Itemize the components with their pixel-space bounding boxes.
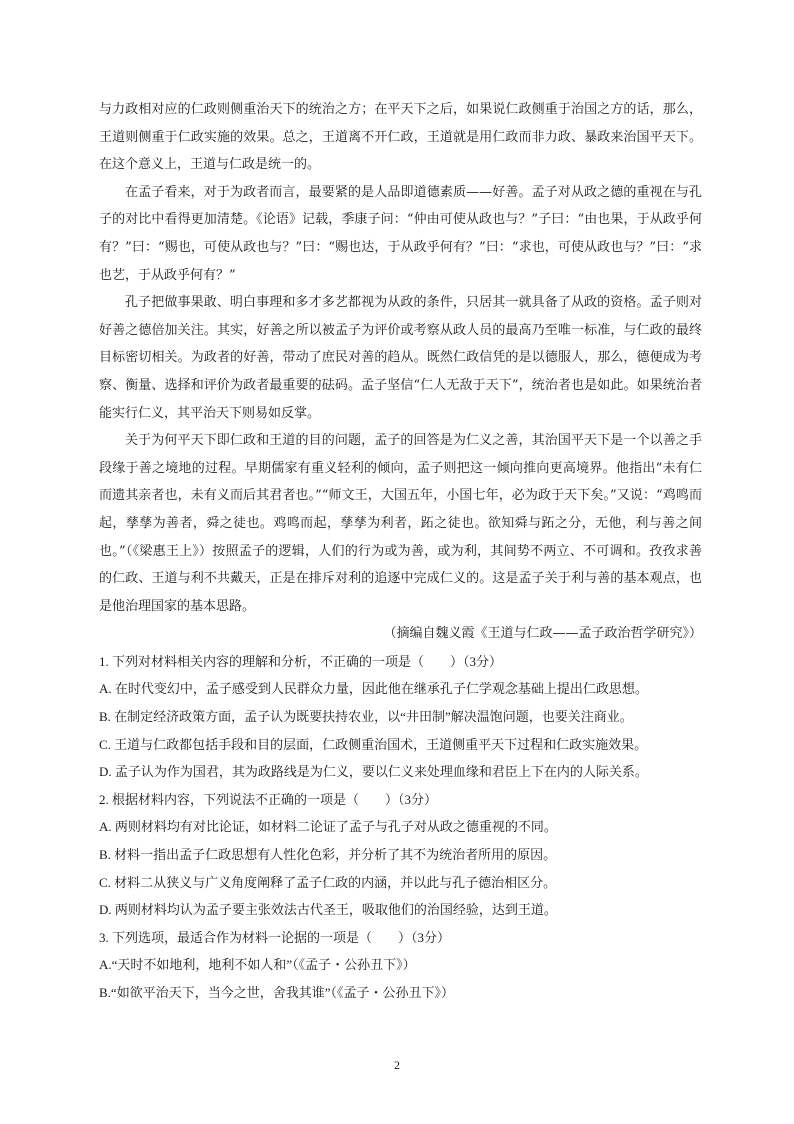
passage-paragraph-4: 关于为何平天下即仁政和王道的目的问题，孟子的回答是为仁义之善，其治国平天下是一个以善之手段缘于善之境地的过程。早期儒家有重义轻利的倾向，孟子则把这一倾向推向更高境界。他指出“未有仁而遗其亲者也，未有义而后其君者也。”“师文王，大国五年，小国七年，必为政于天下矣。”又说：“鸡鸣而起，孳孳为善者，舜之徒也。鸡鸣而起，孳孳为利者，跖之徒也。欲知舜与跖之分，无他，利与善之间也。”（《梁惠王上》）按照孟子的逻辑，人们的行为或为善，或为利，其间势不两立、不可调和。孜孜求善的仁政、王道与利不共戴天，正是在排斥对利的追逐中完成仁义的。这是孟子关于利与善的基本观点，也是他治理国家的基本思路。 (99, 433, 702, 614)
document-page (99, 96, 702, 1007)
question-1-option-a: A. 在时代变幻中，孟子感受到人民群众力量，因此他在继承孔子仁学观念基础上提出仁政思想。 (99, 681, 648, 697)
question-2-option-d: D. 两则材料均认为孟子要主张效法古代圣王，吸取他们的治国经验，达到王道。 (99, 902, 557, 918)
question-1-option-b: B. 在制定经济政策方面，孟子认为既要扶持农业，以“井田制”解决温饱问题，也要关注商业。 (99, 709, 633, 725)
passage-paragraph-3: 孔子把做事果敢、明白事理和多才多艺都视为从政的条件，只居其一就具备了从政的资格。孟子则对好善之德倍加关注。其实，好善之所以被孟子为评价或考察从政人员的最高乃至唯一标准，与仁政的最终目标密切相关。为政者的好善，带动了庶民对善的趋从。既然仁政信凭的是以德服人，那么，德便成为考察、衡量、选择和评价为政者最重要的砝码。孟子坚信“仁人无敌于天下”，统治者也是如此。如果统治者能实行仁义，其平治天下则易如反掌。 (99, 295, 702, 421)
question-3-stem: 3. 下列选项，最适合作为材料一论据的一项是（ ）（3分） (99, 929, 451, 945)
question-1-option-d: D. 孟子认为作为国君，其为政路线是为仁义，要以仁义来处理血缘和君臣上下在内的人际关系。 (99, 764, 648, 780)
question-1-stem: 1. 下列对材料相关内容的理解和分析，不正确的一项是（ ）（3分） (99, 653, 503, 669)
question-2-option-a: A. 两则材料均有对比论证，如材料二论证了孟子与孔子对从政之德重视的不同。 (99, 819, 557, 835)
question-3-option-b: B.“如欲平治天下，当今之世，舍我其谁”（《孟子・公孙丑下》） (99, 985, 454, 1000)
passage-paragraph-2: 在孟子看来，对于为政者而言，最要紧的是人品即道德素质——好善。孟子对从政之德的重视在与孔子的对比中看得更加清楚。《论语》记载，季康子问：“仲由可使从政也与？”子曰：“由也果，于从政乎何有？”曰：“赐也，可使从政也与？”曰：“赐也达，于从政乎何有？”曰：“求也，可使从政也与？”曰：“求也艺，于从政乎何有？” (99, 184, 702, 283)
page-number: 2 (394, 1058, 400, 1072)
question-2-option-b: B. 材料一指出孟子仁政思想有人性化色彩，并分析了其不为统治者所用的原因。 (99, 847, 557, 863)
question-1-option-c: C. 王道与仁政都包括手段和目的层面，仁政侧重治国术，王道侧重平天下过程和仁政实施效果。 (99, 736, 648, 752)
passage-paragraph-1: 与力政相对应的仁政则侧重治天下的统治之方；在平天下之后，如果说仁政侧重于治国之方的话，那么，王道则侧重于仁政实施的效果。总之，王道离不开仁政，王道就是用仁政而非力政、暴政来治国平天下。在这个意义上，王道与仁政是统一的。 (99, 102, 702, 173)
question-2-option-c: C. 材料二从狭义与广义角度阐释了孟子仁政的内涵，并以此与孔子德治相区分。 (99, 874, 557, 890)
passage-source: （摘编自魏义霞《王道与仁政——孟子政治哲学研究》） (383, 626, 702, 642)
question-2-stem: 2. 根据材料内容，下列说法不正确的一项是（ ）（3分） (99, 791, 438, 807)
question-3-option-a: A.“天时不如地利，地利不如人和”（《孟子・公孙丑下》） (99, 957, 416, 973)
